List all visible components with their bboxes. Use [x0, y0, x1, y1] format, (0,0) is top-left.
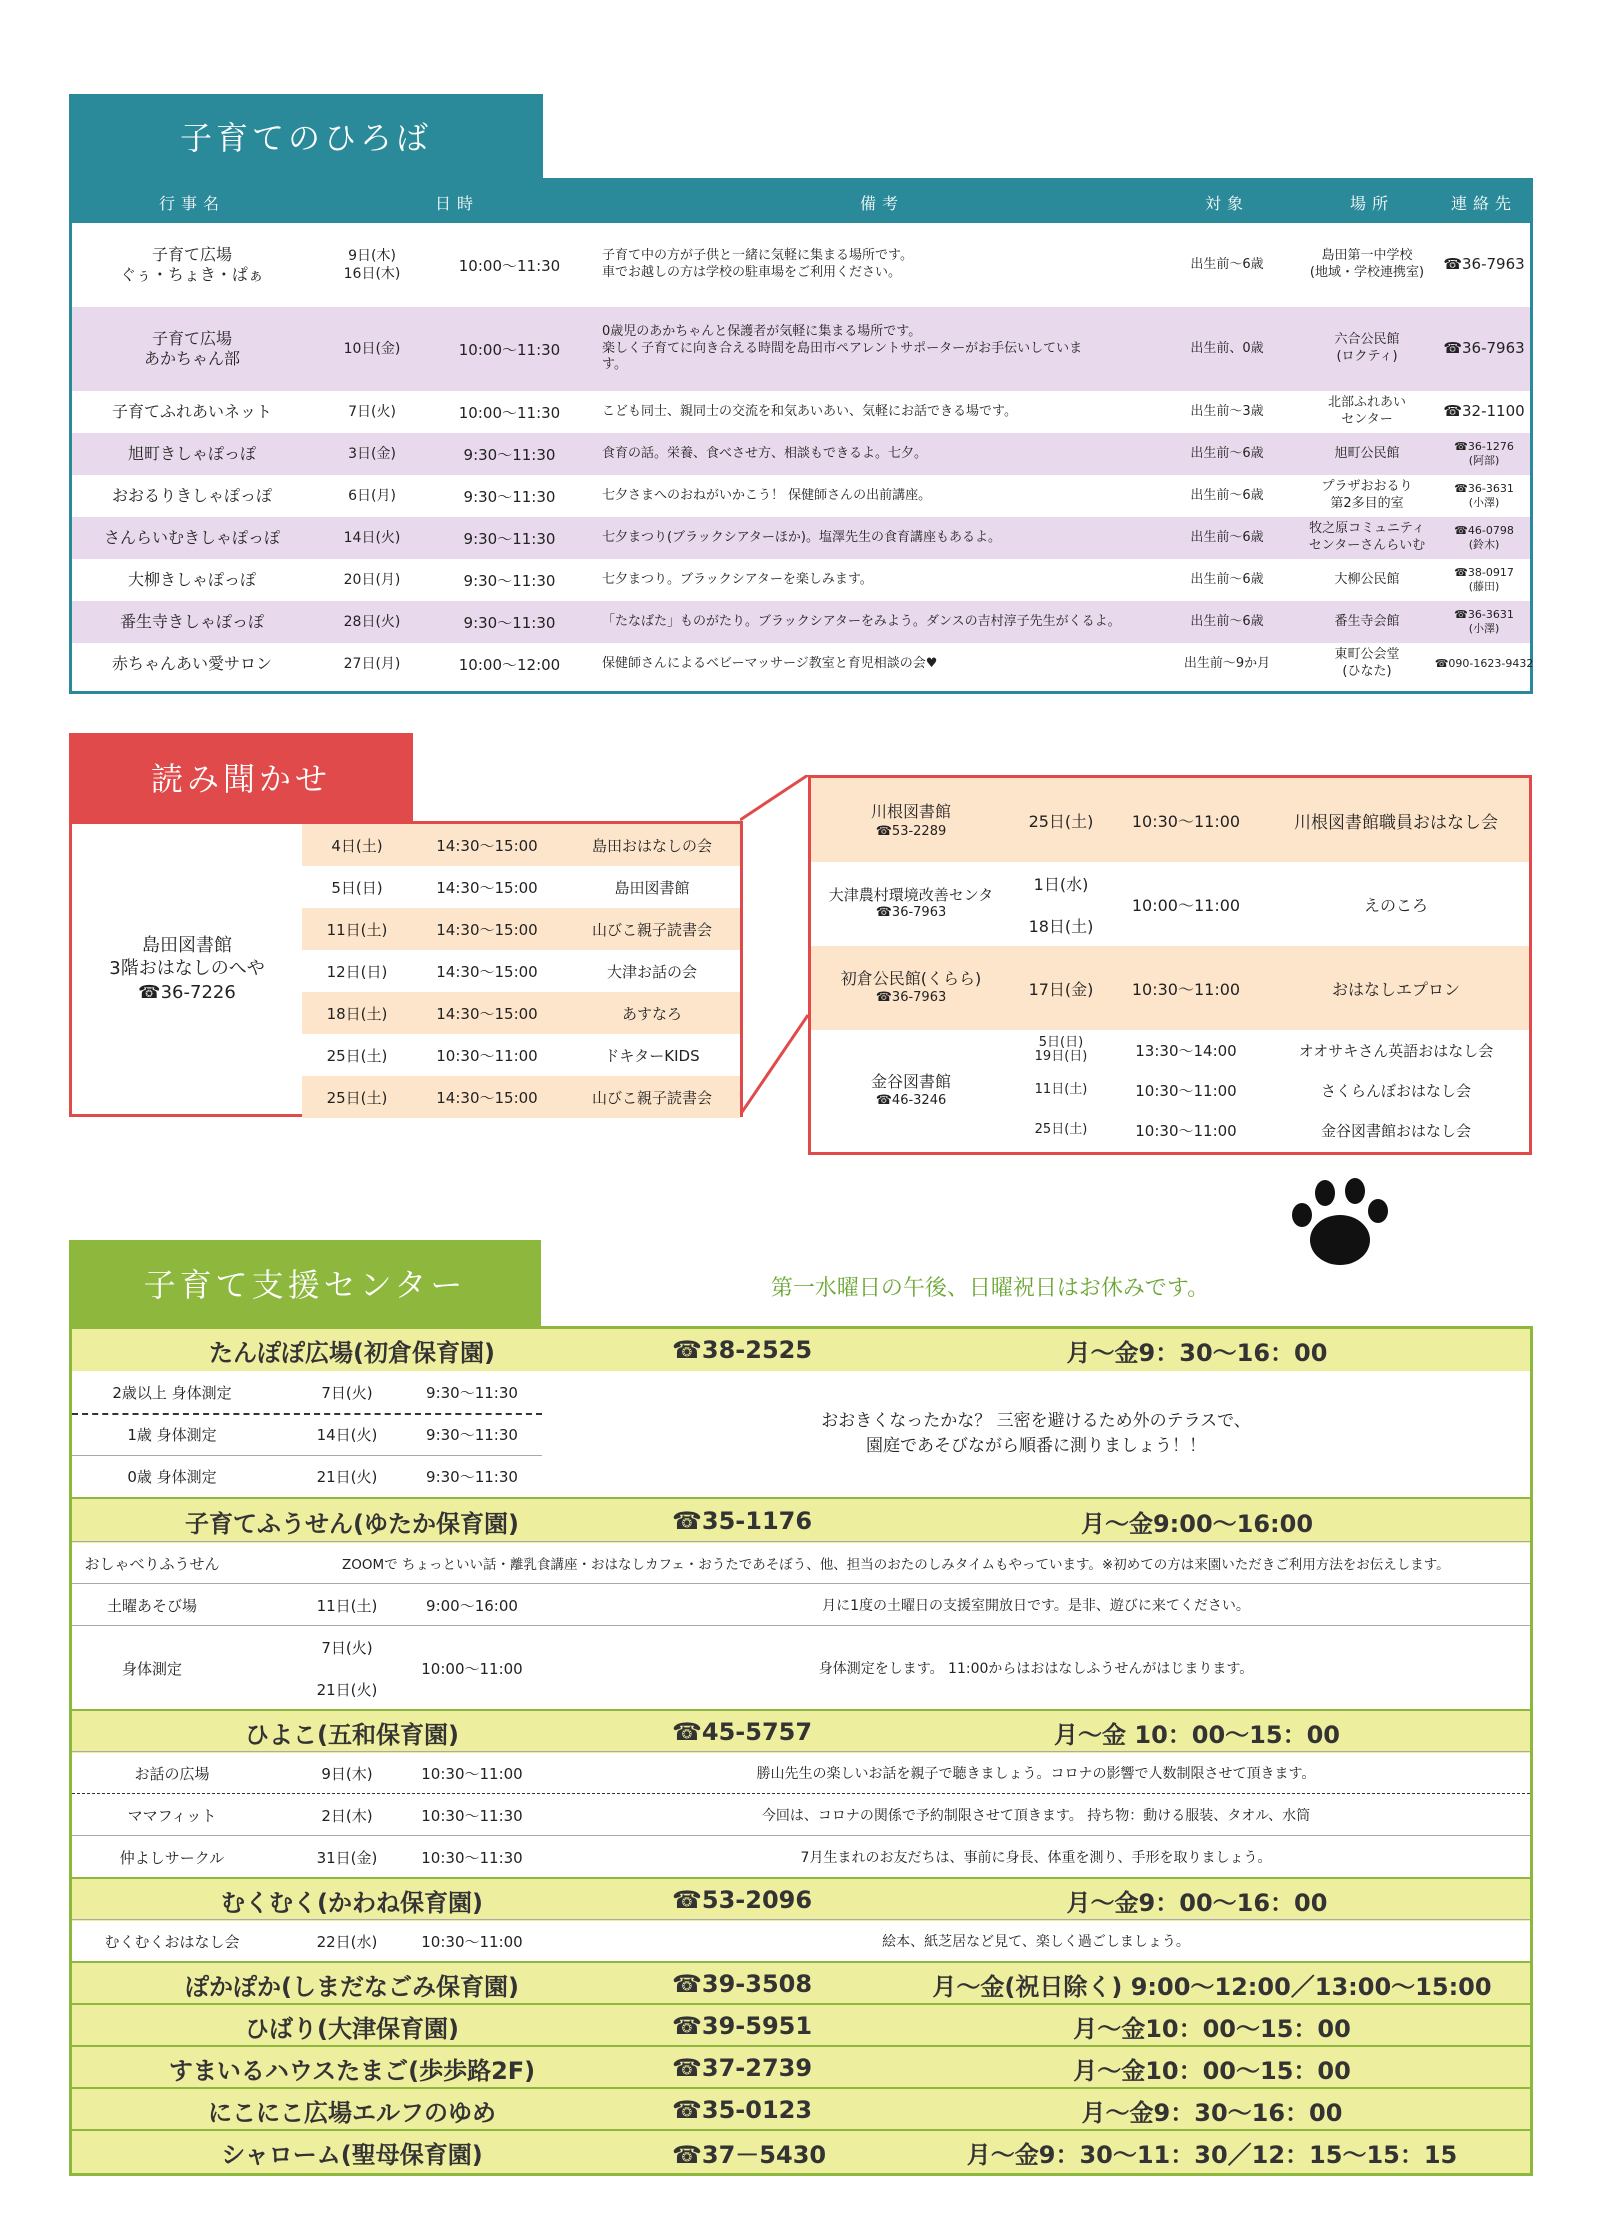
event-tel: ☎38-0917 (藤田)	[1454, 565, 1514, 593]
tanpopo-date: 7日(火)	[321, 1383, 373, 1402]
header-target: 対象	[1204, 193, 1249, 213]
center-name: シャローム(聖母保育園)	[221, 2140, 483, 2169]
mukumuku-time: 10:30～11:00	[421, 1932, 523, 1951]
event-time: 9:30～11:30	[463, 613, 556, 632]
kanaya-place: 金谷図書館	[870, 1072, 951, 1092]
tanpopo-hours: 月～金9：30～16：00	[1066, 1338, 1328, 1367]
hiroba-row	[72, 223, 1530, 307]
event-time: 9:30～11:30	[463, 445, 556, 464]
event-time: 10:00～11:30	[458, 340, 561, 359]
event-target: 出生前～6歳	[1190, 256, 1264, 272]
center-hours: 月～金10：00～15：00	[1073, 2014, 1351, 2043]
event-tel: ☎36-7963	[1443, 255, 1525, 274]
tanpopo-header	[72, 1329, 1530, 1371]
center-row	[72, 1961, 1530, 2005]
yomi-time: 14:30～15:00	[436, 878, 538, 897]
event-place: 大柳公民館	[1334, 571, 1400, 587]
hiyoko-date: 31日(金)	[316, 1848, 378, 1867]
center-title-tab	[69, 1240, 541, 1326]
event-target: 出生前～9か月	[1183, 655, 1271, 671]
hiyoko-time: 10:30～11:30	[421, 1848, 523, 1867]
shintai-note: 身体測定をします。 11:00からはおはなしふうせんがはじまります。	[818, 1661, 1254, 1677]
event-name: 番生寺きしゃぽっぽ	[119, 612, 264, 631]
event-tel: ☎46-0798 (鈴木)	[1454, 523, 1514, 551]
tanpopo-tel: ☎38-2525	[672, 1336, 813, 1364]
event-place: 牧之原コミュニティ センターさんらいむ	[1308, 521, 1426, 553]
event-place: 東町公会堂 (ひなた)	[1334, 647, 1400, 679]
hatsukura-time: 10:30～11:00	[1131, 979, 1241, 999]
event-place: プラザおおるり 第2多目的室	[1321, 479, 1413, 511]
hatsukura-group: おはなしエプロン	[1331, 979, 1460, 999]
library-room: 3階おはなしのへや	[109, 958, 265, 980]
hiroba-header-row	[72, 181, 1530, 223]
event-time: 9:30～11:30	[463, 529, 556, 548]
kawane-date: 25日(土)	[1028, 811, 1094, 831]
center-hours: 月～金9：30～11：30／12：15～15：15	[966, 2140, 1458, 2169]
header-contact: 連絡先	[1450, 193, 1517, 213]
fusen-name: 子育てふうせん(ゆたか保育園)	[185, 1509, 519, 1538]
event-place: 番生寺会館	[1334, 613, 1400, 629]
tanpopo-time: 9:30～11:30	[426, 1467, 518, 1486]
hiyoko-row	[72, 1835, 1530, 1878]
tanpopo-label: 1歳 身体測定	[127, 1425, 217, 1444]
event-date: 6日(月)	[348, 487, 396, 504]
yomi-group: 山びこ親子読書会	[591, 1088, 712, 1107]
event-tel: ☎32-1100	[1443, 402, 1525, 421]
kanaya-date: 11日(土)	[1034, 1081, 1088, 1097]
kawane-place: 川根図書館	[870, 801, 951, 821]
center-hours: 月～金9：30～16：00	[1081, 2098, 1343, 2127]
yomi-date: 25日(土)	[326, 1088, 388, 1107]
event-target: 出生前～6歳	[1190, 445, 1264, 461]
mukumuku-hours: 月～金9：00～16：00	[1066, 1888, 1328, 1917]
yomi-time: 10:30～11:00	[436, 1046, 538, 1065]
kanaya-row	[1011, 1070, 1529, 1110]
kawane-time: 10:30～11:00	[1131, 811, 1241, 831]
library-name: 島田図書館	[142, 934, 232, 956]
center-tel: ☎35-0123	[672, 2096, 813, 2124]
event-name: さんらいむきしゃぽっぽ	[103, 528, 280, 547]
tanpopo-label: 2歳以上 身体測定	[112, 1383, 232, 1402]
center-hours: 月～金(祝日除く) 9:00～12:00／13:00～15:00	[932, 1972, 1492, 2001]
otsu-group: えのころ	[1363, 895, 1428, 915]
yomi-date: 11日(土)	[326, 920, 388, 939]
center-row	[72, 2003, 1530, 2047]
event-note: こども同士、親同士の交流を和気あいあい、気軽にお話できる場です。	[602, 403, 1017, 419]
kanaya-time: 13:30～14:00	[1135, 1041, 1237, 1060]
yomi-row	[302, 866, 740, 908]
shintai-time: 10:00～11:00	[421, 1659, 523, 1678]
mukumuku-header	[72, 1877, 1530, 1921]
tanpopo-row	[72, 1413, 542, 1456]
event-date: 27日(月)	[343, 655, 401, 672]
event-place: 旭町公民館	[1334, 445, 1400, 461]
fusen-tel: ☎35-1176	[672, 1507, 813, 1535]
kanaya-date: 25日(土)	[1034, 1121, 1088, 1137]
event-target: 出生前～6歳	[1190, 487, 1264, 503]
event-note: 食育の話。栄養、食べさせ方、相談もできるよ。七夕。	[602, 445, 928, 461]
kanaya-group: 金谷図書館おはなし会	[1320, 1121, 1471, 1140]
event-note: 七夕まつり(ブラックシアターほか)。塩澤先生の食育講座もあるよ。	[602, 529, 1001, 545]
event-name: 子育て広場 あかちゃん部	[143, 329, 240, 368]
hiyoko-note: 今回は、コロナの関係で予約制限させて頂きます。 持ち物：動ける服装、タオル、水筒	[761, 1808, 1311, 1824]
event-name: 大柳きしゃぽっぽ	[127, 570, 256, 589]
yomi-date: 5日(日)	[331, 878, 383, 897]
event-time: 10:00～11:30	[458, 403, 561, 422]
yomi-group: 山びこ親子読書会	[591, 920, 712, 939]
event-note: 子育て中の方が子供と一緒に気軽に集まる場所です。 車でお越しの方は学校の駐車場をご利用ください。	[602, 248, 913, 280]
hatsukura-tel: ☎36-7963	[875, 989, 947, 1005]
center-notice: 第一水曜日の午後、日曜祝日はお休みです。	[770, 1275, 1210, 1301]
shintai-date1: 7日(火)	[321, 1638, 373, 1657]
fusen-shintai	[72, 1625, 1530, 1710]
yomi-row	[302, 824, 740, 866]
fusen-doyou	[72, 1583, 1530, 1626]
mukumuku-name: むくむく(かわね保育園)	[221, 1888, 483, 1917]
event-place: 六合公民館 (ロクティ)	[1334, 332, 1400, 364]
yomi-row	[302, 1034, 740, 1076]
event-target: 出生前～6歳	[1190, 613, 1264, 629]
hatsukura-date: 17日(金)	[1028, 979, 1094, 999]
yomi-time: 14:30～15:00	[436, 962, 538, 981]
doyou-time: 9:00～16:00	[426, 1596, 518, 1615]
yomi-title: 読み聞かせ	[150, 760, 331, 798]
yomi-date: 18日(土)	[326, 1004, 388, 1023]
yomi-row	[302, 1076, 740, 1118]
yomi-left-box	[69, 821, 743, 1117]
kawane-row	[811, 778, 1529, 862]
hiyoko-time: 10:30～11:30	[421, 1806, 523, 1825]
yomi-date: 25日(土)	[326, 1046, 388, 1065]
otsu-time: 10:00～11:00	[1131, 895, 1241, 915]
yomi-time: 14:30～15:00	[436, 836, 538, 855]
yomi-date: 4日(土)	[331, 836, 383, 855]
event-name: 旭町きしゃぽっぽ	[127, 444, 256, 463]
hiyoko-note: 勝山先生の楽しいお話を親子で聴きましょう。コロナの影響で人数制限させて頂きます。	[756, 1766, 1316, 1782]
hiroba-row	[72, 391, 1530, 434]
kanaya-row	[1011, 1110, 1529, 1150]
yomi-time: 14:30～15:00	[436, 1004, 538, 1023]
event-note: 七夕まつり。ブラックシアターを楽しみます。	[602, 571, 873, 587]
event-name: 赤ちゃんあい愛サロン	[111, 654, 272, 673]
hiroba-row	[72, 307, 1530, 391]
event-date: 7日(火)	[348, 403, 396, 420]
fusen-oshaberi	[72, 1541, 1530, 1584]
event-date: 3日(金)	[348, 445, 396, 462]
kanaya-date: 5日(日) 19日(日)	[1034, 1034, 1088, 1064]
hiyoko-header	[72, 1709, 1530, 1753]
event-place: 島田第一中学校 (地域・学校連携室)	[1309, 248, 1425, 280]
yomi-group: あすなろ	[621, 1004, 682, 1023]
event-date: 9日(木) 16日(木)	[343, 247, 401, 282]
event-tel: ☎36-1276 (阿部)	[1454, 439, 1514, 467]
tanpopo-label: 0歳 身体測定	[127, 1467, 217, 1486]
kanaya-group: オオサキさん英語おはなし会	[1298, 1041, 1494, 1060]
event-place: 北部ふれあい センター	[1327, 395, 1406, 427]
mukumuku-row	[72, 1919, 1530, 1962]
hiroba-row	[72, 517, 1530, 559]
mukumuku-tel: ☎53-2096	[672, 1886, 813, 1914]
center-hours: 月～金10：00～15：00	[1073, 2056, 1351, 2085]
header-datetime: 日時	[434, 193, 479, 213]
tanpopo-date: 14日(火)	[316, 1425, 378, 1444]
fusen-hours: 月～金9:00～16:00	[1080, 1509, 1314, 1538]
hiyoko-label: お話の広場	[134, 1764, 210, 1783]
event-date: 20日(月)	[343, 571, 401, 588]
yomi-group: 大津お話の会	[606, 962, 697, 981]
event-time: 10:00～12:00	[458, 655, 561, 674]
hiroba-table	[69, 178, 1533, 694]
hiroba-row	[72, 643, 1534, 685]
kanaya-block	[811, 1030, 1529, 1152]
yomi-title-tab	[69, 733, 413, 821]
library-tel: ☎36-7226	[138, 981, 236, 1003]
tanpopo-date: 21日(火)	[316, 1467, 378, 1486]
otsu-date1: 1日(水)	[1033, 874, 1089, 894]
shimada-library	[72, 824, 302, 1114]
shintai-date2: 21日(火)	[316, 1680, 378, 1699]
kanaya-row	[1011, 1030, 1529, 1070]
center-tel: ☎39-5951	[672, 2012, 813, 2040]
kanaya-time: 10:30～11:00	[1135, 1081, 1237, 1100]
tanpopo-time: 9:30～11:30	[426, 1383, 518, 1402]
yomi-group: 島田おはなしの会	[591, 836, 712, 855]
otsu-place: 大津農村環境改善センタ	[828, 885, 994, 904]
header-note: 備考	[859, 193, 904, 213]
event-tel: ☎090-1623-9432	[1434, 656, 1534, 670]
hiyoko-note: 7月生まれのお友だちは、事前に身長、体重を測り、手形を取りましょう。	[800, 1850, 1272, 1866]
event-time: 10:00～11:30	[458, 256, 561, 275]
tanpopo-note: おおきくなったかな？ 三密を避けるため外のテラスで、 園庭であそびながら順番に測りましょう！！	[821, 1410, 1251, 1456]
doyou-note: 月に1度の土曜日の支援室開放日です。是非、遊びに来てください。	[822, 1598, 1250, 1614]
otsu-tel: ☎36-7963	[875, 905, 947, 921]
yomi-group: ドキターKIDS	[604, 1046, 700, 1065]
kanaya-group: さくらんぼおはなし会	[1320, 1081, 1471, 1100]
center-tel: ☎39-3508	[672, 1970, 813, 1998]
center-row	[72, 2045, 1530, 2089]
center-table	[69, 1326, 1533, 2176]
doyou-label: 土曜あそび場	[106, 1596, 197, 1615]
hiyoko-hours: 月～金 10：00～15：00	[1054, 1720, 1340, 1749]
hiroba-row	[72, 475, 1530, 517]
kawane-group: 川根図書館職員おはなし会	[1294, 812, 1498, 833]
event-note: 0歳児のあかちゃんと保護者が気軽に集まる場所です。 楽しく子育てに向き合える時間を島田市ペアレントサポーターがお手伝いしていま す。	[602, 323, 1083, 373]
center-tel: ☎37－5430	[672, 2140, 827, 2169]
yomi-date: 12日(日)	[326, 962, 388, 981]
event-date: 28日(火)	[343, 613, 401, 630]
center-tel: ☎37-2739	[672, 2054, 813, 2082]
hiroba-title-tab	[69, 94, 543, 178]
yomi-row	[302, 950, 740, 992]
yomi-row	[302, 992, 740, 1034]
center-title: 子育て支援センター	[143, 1266, 467, 1304]
event-note: 七夕さまへのおねがいかこう！ 保健師さんの出前講座。	[602, 487, 932, 503]
yomi-row	[302, 908, 740, 950]
hiyoko-row	[72, 1793, 1530, 1836]
hiyoko-date: 9日(木)	[321, 1764, 373, 1783]
event-name: 子育て広場 ぐぅ・ちょき・ぱぁ	[120, 245, 264, 284]
yomi-time: 14:30～15:00	[436, 920, 538, 939]
event-tel: ☎36-3631 (小澤)	[1454, 481, 1514, 509]
event-date: 14日(火)	[343, 529, 401, 546]
event-time: 9:30～11:30	[463, 571, 556, 590]
hiroba-title: 子育てのひろば	[179, 119, 432, 157]
yomi-connector	[740, 775, 810, 1125]
event-target: 出生前、0歳	[1190, 340, 1264, 356]
tanpopo-row	[72, 1371, 542, 1415]
hatsukura-row	[811, 946, 1529, 1030]
center-name: にこにこ広場エルフのゆめ	[208, 2098, 496, 2127]
hiyoko-label: ママフィット	[127, 1806, 217, 1825]
tanpopo-name: たんぽぽ広場(初倉保育園)	[209, 1338, 495, 1367]
hiyoko-date: 2日(木)	[321, 1806, 373, 1825]
mukumuku-label: むくむくおはなし会	[104, 1932, 240, 1951]
otsu-row	[811, 862, 1529, 946]
hatsukura-place: 初倉公民館(くらら)	[840, 969, 982, 989]
hiyoko-tel: ☎45-5757	[672, 1718, 813, 1746]
tanpopo-row	[72, 1455, 542, 1497]
hiyoko-time: 10:30～11:00	[421, 1764, 523, 1783]
doyou-date: 11日(土)	[316, 1596, 378, 1615]
center-row	[72, 2087, 1530, 2131]
header-event: 行事名	[158, 193, 225, 213]
shintai-label: 身体測定	[121, 1659, 182, 1678]
center-name: ひばり(大津保育園)	[245, 2014, 459, 2043]
paw-icon	[1280, 1175, 1400, 1275]
event-name: おおるりきしゃぽっぽ	[111, 486, 272, 505]
event-note: 保健師さんによるベビーマッサージ教室と育児相談の会♥	[602, 655, 938, 671]
hiroba-row	[72, 559, 1530, 601]
yomi-right-box	[808, 775, 1532, 1155]
fusen-header	[72, 1497, 1530, 1543]
hiyoko-label: 仲よしサークル	[119, 1848, 225, 1867]
event-name: 子育てふれあいネット	[111, 402, 272, 421]
event-tel: ☎36-7963	[1443, 339, 1525, 358]
tanpopo-time: 9:30～11:30	[426, 1425, 518, 1444]
center-name: ぽかぽか(しまだなごみ保育園)	[185, 1972, 519, 2001]
oshaberi-note: ZOOMで ちょっといい話・離乳食講座・おはなしカフェ・おうたであそぼう、他、担当のおたのしみタイムもやっています。※初めての方は来園いただきご利用方法をお伝えします。	[342, 1557, 1450, 1573]
event-time: 9:30～11:30	[463, 487, 556, 506]
mukumuku-date: 22日(水)	[316, 1932, 378, 1951]
event-target: 出生前～6歳	[1190, 529, 1264, 545]
header-place: 場所	[1349, 193, 1394, 213]
event-note: 「たなばた」ものがたり。ブラックシアターをみよう。ダンスの吉村淳子先生がくるよ。	[602, 613, 1121, 629]
event-tel: ☎36-3631 (小澤)	[1454, 607, 1514, 635]
center-name: すまいるハウスたまご(歩歩路2F)	[168, 2056, 536, 2085]
center-row	[72, 2129, 1530, 2173]
event-date: 10日(金)	[343, 340, 401, 357]
hiyoko-name: ひよこ(五和保育園)	[245, 1720, 459, 1749]
hiyoko-row	[72, 1751, 1530, 1794]
kanaya-tel: ☎46-3246	[875, 1092, 947, 1108]
yomi-group: 島田図書館	[614, 878, 690, 897]
event-target: 出生前～6歳	[1190, 571, 1264, 587]
otsu-date2: 18日(土)	[1028, 916, 1094, 936]
hiroba-row	[72, 433, 1530, 475]
kawane-tel: ☎53-2289	[875, 823, 947, 839]
mukumuku-note: 絵本、紙芝居など見て、楽しく過ごしましょう。	[882, 1934, 1190, 1950]
oshaberi-label: おしゃべりふうせん	[84, 1554, 220, 1573]
event-target: 出生前～3歳	[1190, 403, 1264, 419]
kanaya-time: 10:30～11:00	[1135, 1121, 1237, 1140]
yomi-time: 14:30～15:00	[436, 1088, 538, 1107]
hiroba-row	[72, 601, 1530, 644]
